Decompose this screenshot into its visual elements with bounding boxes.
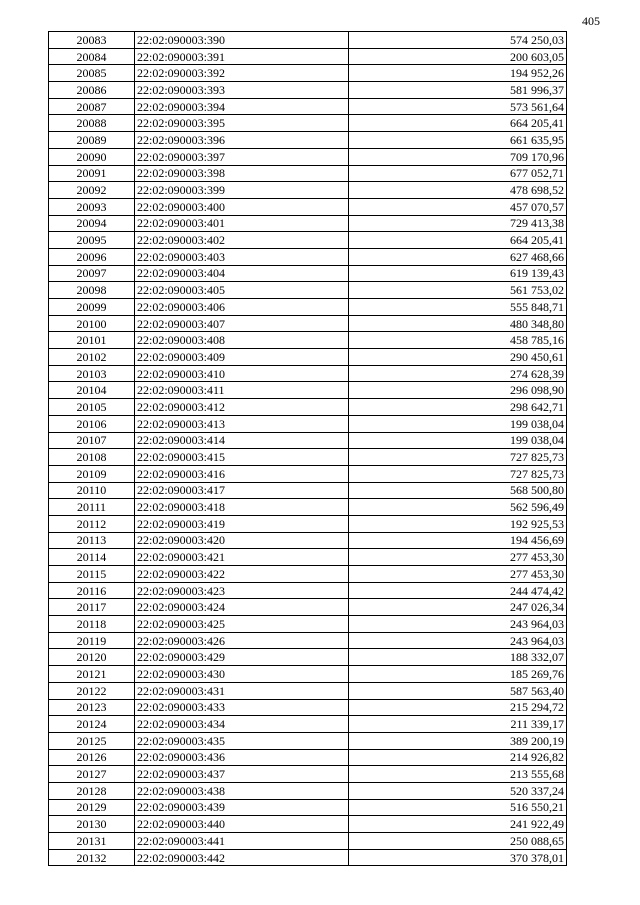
table-row <box>49 382 567 399</box>
row-number-cell: 20101 <box>49 332 135 349</box>
row-number-cell: 20105 <box>49 399 135 416</box>
row-number-cell: 20123 <box>49 699 135 716</box>
cadastral-value-cell: 457 070,57 <box>349 198 567 215</box>
cadastral-number-cell: 22:02:090003:395 <box>135 115 349 132</box>
cadastral-value-cell: 243 964,03 <box>349 616 567 633</box>
cadastral-value-cell: 661 635,95 <box>349 132 567 149</box>
row-number-cell: 20104 <box>49 382 135 399</box>
cadastral-value-cell: 215 294,72 <box>349 699 567 716</box>
table-row <box>49 48 567 65</box>
table-row <box>49 232 567 249</box>
row-number-cell: 20086 <box>49 82 135 99</box>
cadastral-value-cell: 244 474,42 <box>349 582 567 599</box>
cadastral-value-cell: 194 952,26 <box>349 65 567 82</box>
table-row <box>49 332 567 349</box>
table-row <box>49 449 567 466</box>
table-row <box>49 32 567 49</box>
table-row <box>49 415 567 432</box>
cadastral-value-cell: 277 453,30 <box>349 549 567 566</box>
cadastral-number-cell: 22:02:090003:412 <box>135 399 349 416</box>
cadastral-number-cell: 22:02:090003:391 <box>135 48 349 65</box>
table-row <box>49 566 567 583</box>
row-number-cell: 20127 <box>49 766 135 783</box>
cadastral-value-table <box>48 31 567 866</box>
cadastral-value-cell: 587 563,40 <box>349 682 567 699</box>
cadastral-number-cell: 22:02:090003:442 <box>135 849 349 866</box>
cadastral-number-cell: 22:02:090003:414 <box>135 432 349 449</box>
row-number-cell: 20121 <box>49 666 135 683</box>
row-number-cell: 20116 <box>49 582 135 599</box>
table-row <box>49 732 567 749</box>
cadastral-value-cell: 573 561,64 <box>349 98 567 115</box>
row-number-cell: 20099 <box>49 299 135 316</box>
table-row <box>49 365 567 382</box>
table-row <box>49 682 567 699</box>
table-row <box>49 148 567 165</box>
cadastral-number-cell: 22:02:090003:399 <box>135 182 349 199</box>
row-number-cell: 20111 <box>49 499 135 516</box>
cadastral-number-cell: 22:02:090003:426 <box>135 632 349 649</box>
table-row <box>49 248 567 265</box>
cadastral-number-cell: 22:02:090003:419 <box>135 515 349 532</box>
table-row <box>49 749 567 766</box>
cadastral-number-cell: 22:02:090003:406 <box>135 299 349 316</box>
cadastral-value-cell: 677 052,71 <box>349 165 567 182</box>
cadastral-value-cell: 458 785,16 <box>349 332 567 349</box>
cadastral-value-cell: 188 332,07 <box>349 649 567 666</box>
row-number-cell: 20110 <box>49 482 135 499</box>
table-row <box>49 299 567 316</box>
table-row <box>49 265 567 282</box>
cadastral-number-cell: 22:02:090003:410 <box>135 365 349 382</box>
cadastral-number-cell: 22:02:090003:415 <box>135 449 349 466</box>
cadastral-value-cell: 478 698,52 <box>349 182 567 199</box>
cadastral-number-cell: 22:02:090003:409 <box>135 349 349 366</box>
table-row <box>49 182 567 199</box>
row-number-cell: 20097 <box>49 265 135 282</box>
row-number-cell: 20092 <box>49 182 135 199</box>
row-number-cell: 20093 <box>49 198 135 215</box>
cadastral-value-cell: 185 269,76 <box>349 666 567 683</box>
row-number-cell: 20120 <box>49 649 135 666</box>
cadastral-number-cell: 22:02:090003:396 <box>135 132 349 149</box>
cadastral-number-cell: 22:02:090003:429 <box>135 649 349 666</box>
table-row <box>49 315 567 332</box>
cadastral-value-cell: 296 098,90 <box>349 382 567 399</box>
cadastral-number-cell: 22:02:090003:394 <box>135 98 349 115</box>
table-row <box>49 632 567 649</box>
cadastral-value-cell: 389 200,19 <box>349 732 567 749</box>
row-number-cell: 20103 <box>49 365 135 382</box>
cadastral-number-cell: 22:02:090003:392 <box>135 65 349 82</box>
cadastral-number-cell: 22:02:090003:424 <box>135 599 349 616</box>
cadastral-value-cell: 199 038,04 <box>349 432 567 449</box>
row-number-cell: 20122 <box>49 682 135 699</box>
row-number-cell: 20107 <box>49 432 135 449</box>
table-row <box>49 599 567 616</box>
cadastral-value-cell: 250 088,65 <box>349 833 567 850</box>
cadastral-number-cell: 22:02:090003:411 <box>135 382 349 399</box>
table-row <box>49 849 567 866</box>
cadastral-number-cell: 22:02:090003:393 <box>135 82 349 99</box>
cadastral-value-cell: 274 628,39 <box>349 365 567 382</box>
table-body <box>49 32 567 866</box>
table-row <box>49 532 567 549</box>
cadastral-number-cell: 22:02:090003:431 <box>135 682 349 699</box>
cadastral-value-cell: 194 456,69 <box>349 532 567 549</box>
table-row <box>49 515 567 532</box>
cadastral-value-cell: 480 348,80 <box>349 315 567 332</box>
cadastral-number-cell: 22:02:090003:436 <box>135 749 349 766</box>
cadastral-value-cell: 241 922,49 <box>349 816 567 833</box>
cadastral-value-cell: 562 596,49 <box>349 499 567 516</box>
row-number-cell: 20091 <box>49 165 135 182</box>
cadastral-number-cell: 22:02:090003:422 <box>135 566 349 583</box>
cadastral-value-cell: 214 926,82 <box>349 749 567 766</box>
cadastral-number-cell: 22:02:090003:413 <box>135 415 349 432</box>
table-row <box>49 766 567 783</box>
table-row <box>49 198 567 215</box>
cadastral-value-cell: 247 026,34 <box>349 599 567 616</box>
row-number-cell: 20096 <box>49 248 135 265</box>
cadastral-number-cell: 22:02:090003:421 <box>135 549 349 566</box>
table-row <box>49 582 567 599</box>
cadastral-number-cell: 22:02:090003:405 <box>135 282 349 299</box>
row-number-cell: 20090 <box>49 148 135 165</box>
row-number-cell: 20129 <box>49 799 135 816</box>
row-number-cell: 20115 <box>49 566 135 583</box>
table-row <box>49 282 567 299</box>
cadastral-value-cell: 729 413,38 <box>349 215 567 232</box>
cadastral-number-cell: 22:02:090003:404 <box>135 265 349 282</box>
row-number-cell: 20085 <box>49 65 135 82</box>
cadastral-value-cell: 192 925,53 <box>349 515 567 532</box>
cadastral-value-cell: 574 250,03 <box>349 32 567 49</box>
table-row <box>49 616 567 633</box>
table-row <box>49 82 567 99</box>
table-row <box>49 482 567 499</box>
cadastral-value-cell: 520 337,24 <box>349 782 567 799</box>
cadastral-value-cell: 727 825,73 <box>349 465 567 482</box>
cadastral-number-cell: 22:02:090003:416 <box>135 465 349 482</box>
table-row <box>49 816 567 833</box>
cadastral-value-cell: 290 450,61 <box>349 349 567 366</box>
row-number-cell: 20128 <box>49 782 135 799</box>
row-number-cell: 20117 <box>49 599 135 616</box>
table-row <box>49 465 567 482</box>
row-number-cell: 20113 <box>49 532 135 549</box>
table-row <box>49 833 567 850</box>
row-number-cell: 20083 <box>49 32 135 49</box>
row-number-cell: 20087 <box>49 98 135 115</box>
cadastral-value-cell: 211 339,17 <box>349 716 567 733</box>
table-row <box>49 115 567 132</box>
cadastral-value-cell: 709 170,96 <box>349 148 567 165</box>
table-row <box>49 215 567 232</box>
cadastral-number-cell: 22:02:090003:434 <box>135 716 349 733</box>
cadastral-number-cell: 22:02:090003:400 <box>135 198 349 215</box>
cadastral-value-cell: 664 205,41 <box>349 115 567 132</box>
cadastral-value-cell: 561 753,02 <box>349 282 567 299</box>
cadastral-value-cell: 627 468,66 <box>349 248 567 265</box>
table-row <box>49 349 567 366</box>
table-row <box>49 65 567 82</box>
cadastral-number-cell: 22:02:090003:441 <box>135 833 349 850</box>
cadastral-value-cell: 555 848,71 <box>349 299 567 316</box>
cadastral-number-cell: 22:02:090003:435 <box>135 732 349 749</box>
cadastral-value-cell: 200 603,05 <box>349 48 567 65</box>
table-row <box>49 165 567 182</box>
row-number-cell: 20125 <box>49 732 135 749</box>
cadastral-value-cell: 298 642,71 <box>349 399 567 416</box>
row-number-cell: 20131 <box>49 833 135 850</box>
cadastral-value-cell: 277 453,30 <box>349 566 567 583</box>
cadastral-number-cell: 22:02:090003:438 <box>135 782 349 799</box>
row-number-cell: 20112 <box>49 515 135 532</box>
cadastral-number-cell: 22:02:090003:407 <box>135 315 349 332</box>
cadastral-number-cell: 22:02:090003:440 <box>135 816 349 833</box>
cadastral-number-cell: 22:02:090003:425 <box>135 616 349 633</box>
cadastral-number-cell: 22:02:090003:433 <box>135 699 349 716</box>
cadastral-number-cell: 22:02:090003:408 <box>135 332 349 349</box>
cadastral-value-cell: 213 555,68 <box>349 766 567 783</box>
cadastral-value-cell: 619 139,43 <box>349 265 567 282</box>
row-number-cell: 20130 <box>49 816 135 833</box>
row-number-cell: 20098 <box>49 282 135 299</box>
row-number-cell: 20118 <box>49 616 135 633</box>
table-row <box>49 799 567 816</box>
table-row <box>49 549 567 566</box>
row-number-cell: 20106 <box>49 415 135 432</box>
row-number-cell: 20109 <box>49 465 135 482</box>
cadastral-number-cell: 22:02:090003:418 <box>135 499 349 516</box>
cadastral-value-cell: 516 550,21 <box>349 799 567 816</box>
cadastral-number-cell: 22:02:090003:398 <box>135 165 349 182</box>
table-row <box>49 716 567 733</box>
cadastral-value-cell: 243 964,03 <box>349 632 567 649</box>
cadastral-number-cell: 22:02:090003:397 <box>135 148 349 165</box>
cadastral-number-cell: 22:02:090003:420 <box>135 532 349 549</box>
table-row <box>49 432 567 449</box>
cadastral-number-cell: 22:02:090003:439 <box>135 799 349 816</box>
row-number-cell: 20114 <box>49 549 135 566</box>
row-number-cell: 20102 <box>49 349 135 366</box>
table-row <box>49 399 567 416</box>
table-row <box>49 499 567 516</box>
page-number: 405 <box>582 14 600 28</box>
row-number-cell: 20089 <box>49 132 135 149</box>
row-number-cell: 20088 <box>49 115 135 132</box>
row-number-cell: 20084 <box>49 48 135 65</box>
row-number-cell: 20126 <box>49 749 135 766</box>
cadastral-number-cell: 22:02:090003:423 <box>135 582 349 599</box>
cadastral-value-cell: 727 825,73 <box>349 449 567 466</box>
cadastral-value-cell: 581 996,37 <box>349 82 567 99</box>
cadastral-value-cell: 199 038,04 <box>349 415 567 432</box>
table-row <box>49 649 567 666</box>
table-row <box>49 98 567 115</box>
cadastral-number-cell: 22:02:090003:430 <box>135 666 349 683</box>
cadastral-number-cell: 22:02:090003:417 <box>135 482 349 499</box>
row-number-cell: 20124 <box>49 716 135 733</box>
row-number-cell: 20094 <box>49 215 135 232</box>
cadastral-value-cell: 568 500,80 <box>349 482 567 499</box>
row-number-cell: 20119 <box>49 632 135 649</box>
table-row <box>49 132 567 149</box>
row-number-cell: 20100 <box>49 315 135 332</box>
row-number-cell: 20095 <box>49 232 135 249</box>
cadastral-number-cell: 22:02:090003:401 <box>135 215 349 232</box>
cadastral-value-cell: 664 205,41 <box>349 232 567 249</box>
row-number-cell: 20108 <box>49 449 135 466</box>
table-row <box>49 699 567 716</box>
cadastral-number-cell: 22:02:090003:403 <box>135 248 349 265</box>
cadastral-number-cell: 22:02:090003:390 <box>135 32 349 49</box>
row-number-cell: 20132 <box>49 849 135 866</box>
cadastral-number-cell: 22:02:090003:437 <box>135 766 349 783</box>
table-row <box>49 782 567 799</box>
cadastral-number-cell: 22:02:090003:402 <box>135 232 349 249</box>
cadastral-value-cell: 370 378,01 <box>349 849 567 866</box>
table-row <box>49 666 567 683</box>
